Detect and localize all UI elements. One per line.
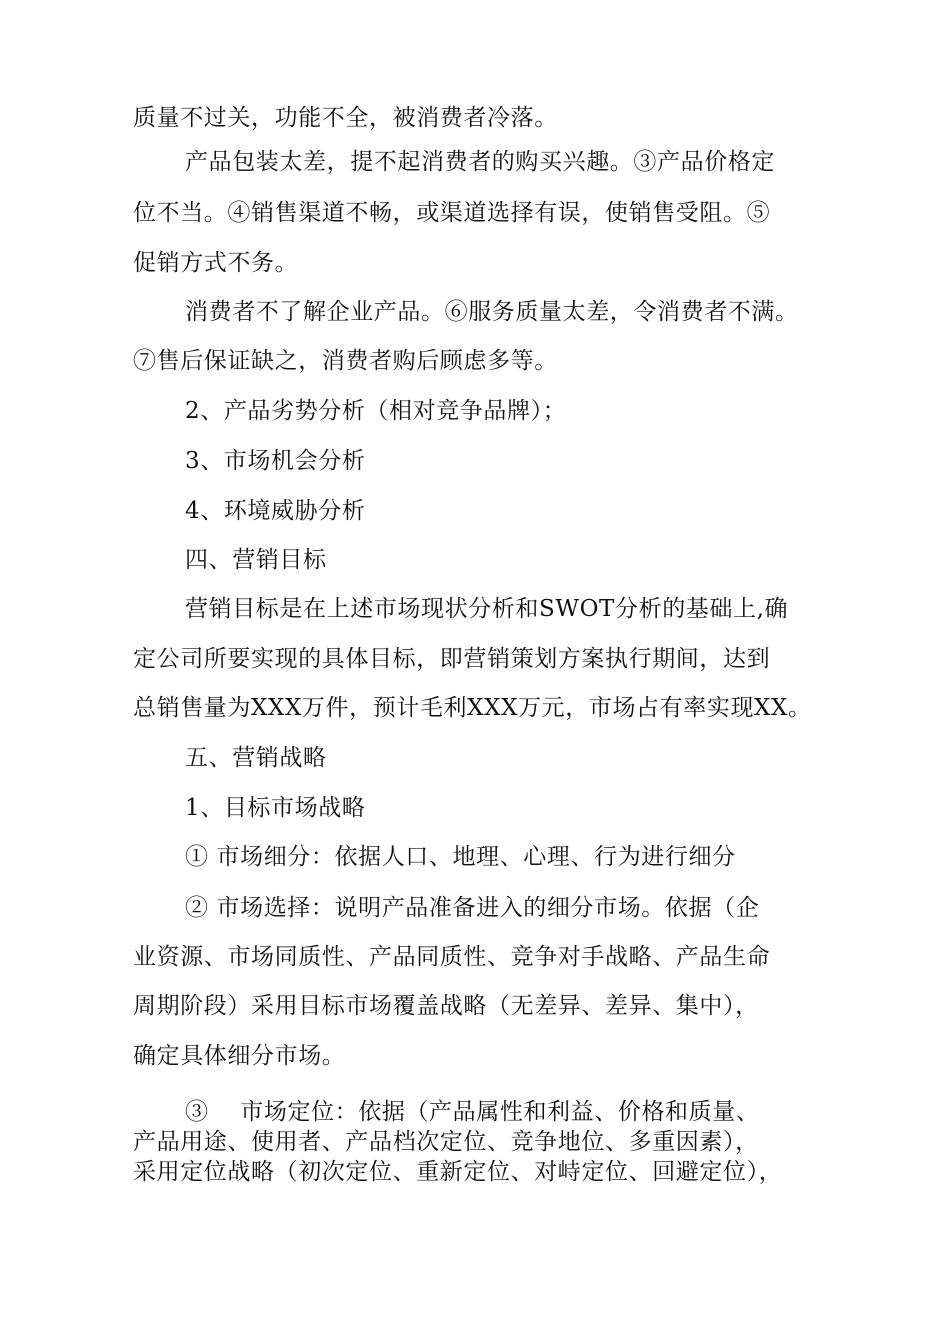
- text-line: 业资源、市场同质性、产品同质性、竞争对手战略、产品生命: [133, 944, 771, 970]
- text-line: 1、目标市场战略: [185, 795, 366, 821]
- text-line: 促销方式不务。: [133, 250, 299, 276]
- section-heading: 五、营销战略: [185, 745, 327, 771]
- text-line: 产品用途、使用者、产品档次定位、竞争地位、多重因素），: [133, 1129, 759, 1155]
- text-line: ③ 市场定位：依据（产品属性和利益、价格和质量、: [185, 1099, 760, 1125]
- text-line: 周期阶段）采用目标市场覆盖战略（无差异、差异、集中），: [133, 993, 759, 1019]
- text-line: 2、产品劣势分析（相对竞争品牌）；: [185, 398, 567, 424]
- text-line: 产品包装太差，提不起消费者的购买兴趣。③产品价格定: [185, 149, 775, 175]
- text-line: 消费者不了解企业产品。⑥服务质量太差，令消费者不满。: [185, 299, 799, 325]
- text-line: 4、环境威胁分析: [185, 498, 366, 524]
- text-line: 3、市场机会分析: [185, 448, 366, 474]
- text-line: 确定具体细分市场。: [133, 1043, 346, 1069]
- text-line: 定公司所要实现的具体目标，即营销策划方案执行期间，达到: [133, 646, 771, 672]
- text-line: 总销售量为XXX万件，预计毛利XXX万元，市场占有率实现XX。: [133, 695, 812, 721]
- text-line: 质量不过关，功能不全，被消费者冷落。: [133, 105, 558, 131]
- text-line: 采用定位战略（初次定位、重新定位、对峙定位、回避定位），: [133, 1159, 783, 1185]
- section-heading: 四、营销目标: [185, 547, 327, 573]
- text-line: ⑦售后保证缺之，消费者购后顾虑多等。: [133, 348, 558, 374]
- text-line: ① 市场细分：依据人口、地理、心理、行为进行细分: [185, 844, 736, 870]
- text-line: 营销目标是在上述市场现状分析和SWOT分析的基础上,确: [185, 596, 789, 622]
- text-line: 位不当。④销售渠道不畅，或渠道选择有误，使销售受阻。⑤: [133, 200, 771, 226]
- text-line: ② 市场选择：说明产品准备进入的细分市场。依据（企: [185, 895, 760, 921]
